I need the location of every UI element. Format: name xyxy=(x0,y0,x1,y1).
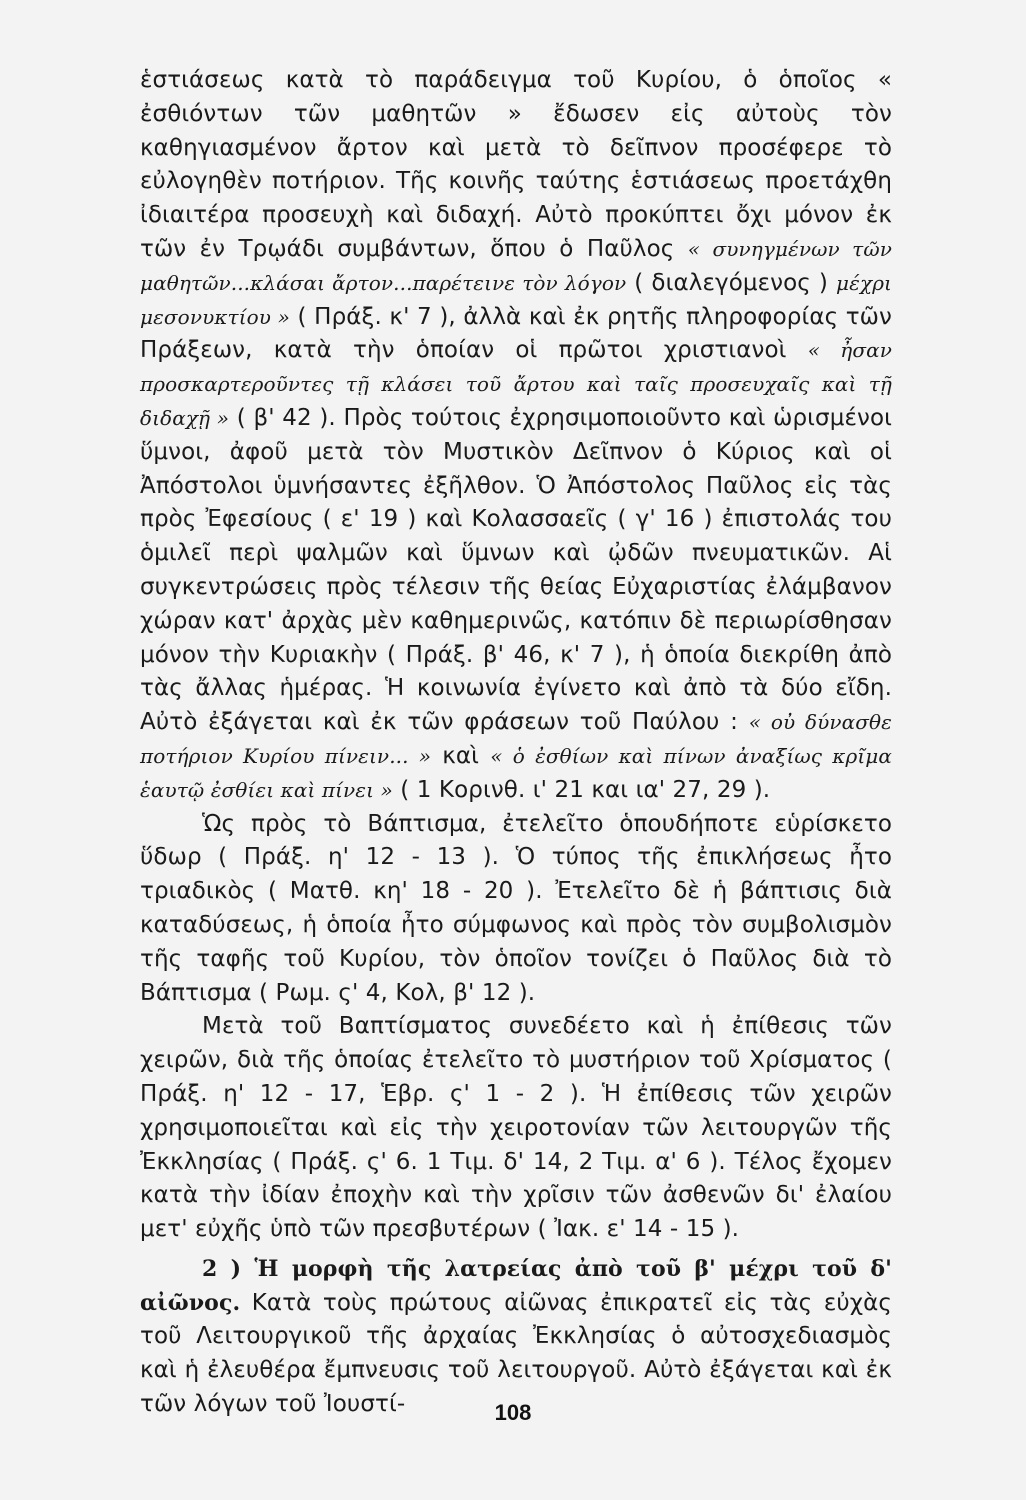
paragraph-worship-form xyxy=(140,1253,892,1422)
text-run: ( β' 42 ). Πρὸς τούτοις ἐχρησιμοποιοῦντο καὶ ὡρισμένοι ὕμνοι, ἀφοῦ μετὰ τὸν Μυστικὸν Δεῖπνον ὁ Κύριος καὶ οἱ Ἀπόστολοι ὑμνήσαντες ἐξῆλθον. Ὁ Ἀπόστολος Παῦλος εἰς τὰς πρὸς Ἐφεσίους ( ε' 19 ) καὶ Κολασσαεῖς ( γ' 16 ) ἐπιστολάς του ὁμιλεῖ περὶ ψαλμῶν καὶ ὕμνων καὶ ᾠδῶν πνευματικῶν. Αἱ συγκεντρώσεις πρὸς τέλεσιν τῆς θείας Εὐχαριστίας ἐλάμβανον χώραν κατ' ἀρχὰς μὲν καθημερινῶς, κατόπιν δὲ περιωρίσθησαν μόνον τὴν Κυριακὴν ( Πράξ. β' 46, κ' 7 ), ἡ ὁποία διεκρίθη ἀπὸ τὰς ἄλλας ἡμέρας. Ἡ κοινωνία ἐγίνετο καὶ ἀπὸ τὰ δύο εἴδη. Αὐτὸ ἐξάγεται καὶ ἐκ τῶν φράσεων τοῦ Παύλου : xyxy=(140,404,892,736)
text-run: ἑστιάσεως κατὰ τὸ παράδειγμα τοῦ Κυρίου, ὁ ὁποῖος « ἐσθιόντων τῶν μαθητῶν » ἔδωσεν εἰς αὐτοὺς τὸν καθηγιασμένον ἄρτον καὶ μετὰ τὸ δεῖπνον προσέφερε τὸ εὐλογηθὲν ποτήριον. Τῆς κοινῆς ταύτης ἑστιάσεως προετάχθη ἰδιαιτέρα προσευχὴ καὶ διδαχή. Αὐτὸ προκύπτει ὄχι μόνον ἐκ τῶν ἐν Τρῳάδι συμβάντων, ὅπου ὁ Παῦλος xyxy=(140,67,892,262)
paragraph-baptism xyxy=(140,808,892,1011)
section-heading: 2 ) Ἡ μορφὴ τῆς λατρείας ἀπὸ τοῦ β' μέχρι τοῦ δ' αἰῶνος. xyxy=(140,1255,892,1316)
paragraph-eucharist xyxy=(140,64,892,808)
text-run: καὶ xyxy=(431,742,491,769)
quote-text: « συνηγμένων τῶν μαθητῶν...κλάσαι ἄρτον...παρέτεινε τὸν λόγον xyxy=(140,236,892,295)
quote-text: « ὁ ἐσθίων καὶ πίνων ἀναξίως κρῖμα ἑαυτῷ ἐσθίει καὶ πίνει » xyxy=(140,743,893,802)
page-number: 108 xyxy=(494,1400,532,1425)
quote-text: « οὐ δύνασθε ποτήριον Κυρίου πίνειν... » xyxy=(140,710,892,768)
text-run: ( 1 Κορινθ. ι' 21 και ια' 27, 29 ). xyxy=(392,776,771,803)
text-run: ( Πράξ. κ' 7 ), ἀλλὰ καὶ ἐκ ρητῆς πληροφορίας τῶν Πράξεων, κατὰ τὴν ὁποίαν οἱ πρῶτοι χριστιανοὶ xyxy=(140,303,892,364)
text-run: Κατὰ τοὺς πρώτους αἰῶνας ἐπικρατεῖ εἰς τὰς εὐχὰς τοῦ Λειτουργικοῦ τῆς ἀρχαίας Ἐκκλησίας ὁ αὐτοσχεδιασμὸς καὶ ἡ ἐλευθέρα ἔμπνευσις τοῦ λειτουργοῦ. Αὐτὸ ἐξάγεται καὶ ἐκ τῶν λόγων τοῦ Ἰουστί- xyxy=(140,1289,892,1418)
paragraph-laying-on-hands xyxy=(140,1010,892,1247)
quote-text: μέχρι μεσονυκτίου » xyxy=(140,270,892,329)
quote-text: « ἦσαν προσκαρτεροῦντες τῇ κλάσει τοῦ ἄρτου καὶ ταῖς προσευχαῖς καὶ τῇ διδαχῇ » xyxy=(140,338,892,430)
text-run: Ὡς πρὸς τὸ Βάπτισμα, ἐτελεῖτο ὁπουδήποτε εὑρίσκετο ὕδωρ ( Πράξ. η' 12 - 13 ). Ὁ τύπος τῆς ἐπικλήσεως ἦτο τριαδικὸς ( Ματθ. κη' 18 - 20 ). Ἐτελεῖτο δὲ ἡ βάπτισις διὰ καταδύσεως, ἡ ὁποία ἦτο σύμφωνος καὶ πρὸς τὸν συμβολισμὸν τῆς ταφῆς τοῦ Κυρίου, τὸν ὁποῖον τονίζει ὁ Παῦλος διὰ τὸ Βάπτισμα ( Ρωμ. ς' 4, Κολ, β' 12 ). xyxy=(140,810,892,1006)
text-run: ( διαλεγόμενος ) xyxy=(626,269,837,296)
text-run: Μετὰ τοῦ Βαπτίσματος συνεδέετο καὶ ἡ ἐπίθεσις τῶν χειρῶν, διὰ τῆς ὁποίας ἐτελεῖτο τὸ μυστήριον τοῦ Χρίσματος ( Πράξ. η' 12 - 17, Ἑβρ. ς' 1 - 2 ). Ἡ ἐπίθεσις τῶν χειρῶν χρησιμοποιεῖται καὶ εἰς τὴν χειροτονίαν τῶν λειτουργῶν τῆς Ἐκκλησίας ( Πράξ. ς' 6. 1 Τιμ. δ' 14, 2 Τιμ. α' 6 ). Τέλος ἔχομεν κατὰ τὴν ἰδίαν ἐποχὴν καὶ τὴν χρῖσιν τῶν ἀσθενῶν δι' ἐλαίου μετ' εὐχῆς ὑπὸ τῶν πρεσβυτέρων ( Ἰακ. ε' 14 - 15 ). xyxy=(140,1013,892,1243)
text-block xyxy=(140,64,892,1422)
